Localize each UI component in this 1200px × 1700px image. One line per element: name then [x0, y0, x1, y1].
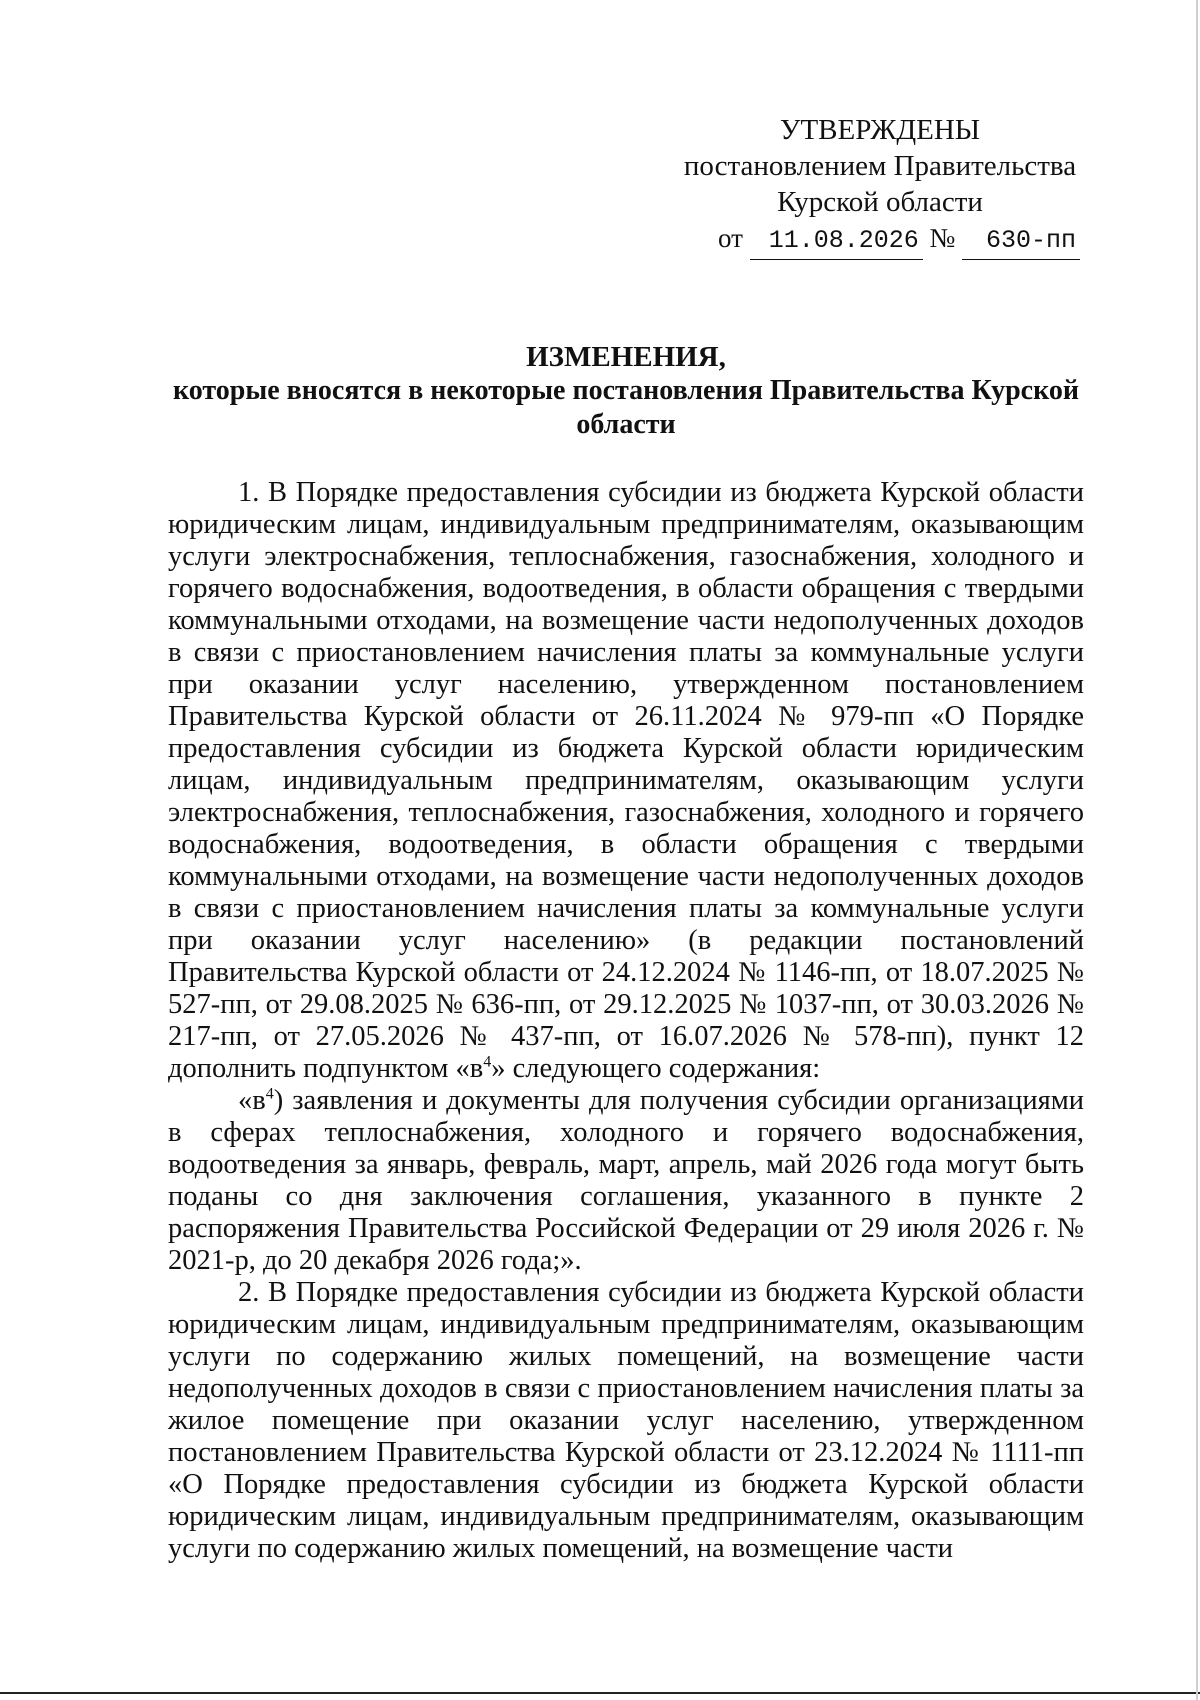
- paragraph-1-text: 1. В Порядке предоставления субсидии из бюджета Курской области юридическим лицам, индивидуальным предпринимателям, оказывающим услуги электроснабжения, теплоснабжения, газоснабжения, холодного и горячего водоснабжения, водоотведения, в области обращения с твердыми коммунальными отходами, на возмещение части недополученных доходов в связи с приостановлением начисления платы за коммунальные услуги при оказании услуг населению, утвержденном постановлением Правительства Курской области от 26.11.2024 № 979-пп «О Порядке предоставления субсидии из бюджета Курской области юридическим лицам, индивидуальным предпринимателям, оказывающим услуги электроснабжения, теплоснабжения, газоснабжения, холодного и горячего водоснабжения, водоотведения, в области обращения с твердыми коммунальными отходами, на возмещение части недополученных доходов в связи с приостановлением начисления платы за коммунальные услуги при оказании услуг населению» (в редакции постановлений Правительства Курской области от 24.12.2024 № 1146-пп, от 18.07.2025 № 527-пп, от 29.08.2025 № 636-пп, от 29.12.2025 № 1037-пп, от 30.03.2026 № 217-пп, от 27.05.2026 № 437-пп, от 16.07.2026 № 578-пп), пункт 12 дополнить подпунктом «в: [168, 477, 1084, 1084]
- document-body: [168, 477, 1084, 1565]
- paragraph-2-start: «в: [238, 1085, 266, 1116]
- paragraph-2: [168, 1085, 1084, 1277]
- paragraph-2-superscript: 4: [265, 1085, 274, 1103]
- paragraph-1-superscript: 4: [483, 1053, 492, 1071]
- approval-date-number: [660, 220, 1100, 260]
- approval-number: 630-пп: [962, 223, 1080, 260]
- paragraph-3: [168, 1277, 1084, 1565]
- scan-bottom-edge: [0, 1692, 1200, 1694]
- scan-right-edge: [1196, 0, 1198, 1700]
- approval-authority: постановлением Правительства: [683, 150, 1077, 182]
- document-heading: [168, 340, 1084, 442]
- paragraph-3-text: 2. В Порядке предоставления субсидии из бюджета Курской области юридическим лицам, индивидуальным предпринимателям, оказывающим услуги по содержанию жилых помещений, на возмещение части недополученных доходов в связи с приостановлением начисления платы за жилое помещение при оказании услуг населению, утвержденном постановлением Правительства Курской области от 23.12.2024 № 1111-пп «О Порядке предоставления субсидии из бюджета Курской области юридическим лицам, индивидуальным предпринимателям, оказывающим услуги по содержанию жилых помещений, на возмещение части: [168, 1277, 1084, 1564]
- approval-region: Курской области: [777, 186, 983, 218]
- document-subtitle: которые вносятся в некоторые постановления Правительства Курской области: [173, 375, 1079, 440]
- paragraph-1: [168, 477, 1084, 1085]
- approval-stamp: [660, 112, 1100, 260]
- paragraph-1-end: » следующего содержания:: [491, 1053, 821, 1084]
- approval-title: УТВЕРЖДЕНЫ: [779, 114, 981, 146]
- paragraph-2-text: ) заявления и документы для получения субсидии организациями в сферах теплоснабжения, холодного и горячего водоснабжения, водоотведения за январь, февраль, март, апрель, май 2026 года могут быть поданы со дня заключения соглашения, указанного в пункте 2 распоряжения Правительства Российской Федерации от 29 июля 2026 г. № 2021-р, до 20 декабря 2026 года;».: [168, 1085, 1084, 1276]
- date-prefix: от: [718, 223, 743, 253]
- document-title: ИЗМЕНЕНИЯ,: [526, 341, 726, 373]
- number-prefix: №: [929, 223, 956, 253]
- approval-date: 11.08.2026: [750, 223, 923, 260]
